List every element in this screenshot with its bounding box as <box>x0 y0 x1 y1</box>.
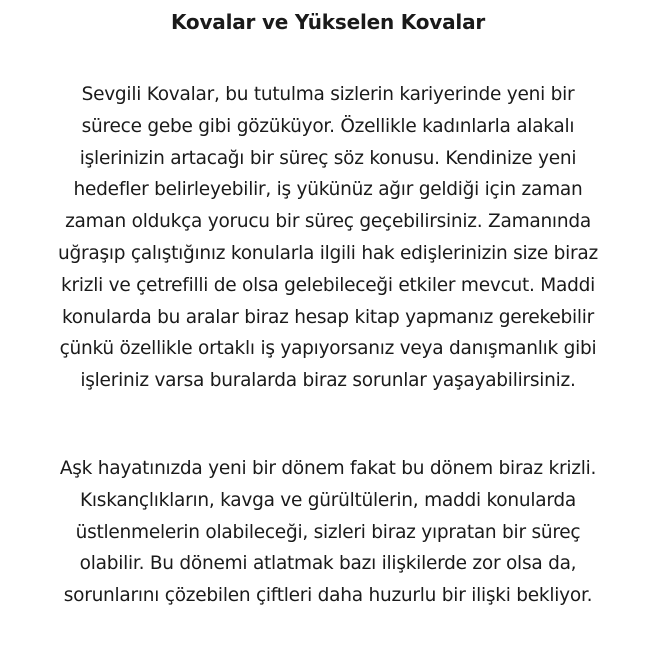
paragraph-line: sorunlarını çözebilen çiftleri daha huzurlu bir ilişki bekliyor. <box>63 585 593 607</box>
paragraph-line: Kıskançlıkların, kavga ve gürültülerin, maddi konularda <box>80 489 576 511</box>
paragraph-line: krizli ve çetrefilli de olsa gelebileceği etkiler mevcut. Maddi <box>61 274 595 296</box>
document-title: Kovalar ve Yükselen Kovalar <box>170 10 486 34</box>
paragraph-line: işleriniz varsa buralarda biraz sorunlar yaşayabilirsiniz. <box>80 370 576 392</box>
paragraph-line: uğraşıp çalıştığınız konularla ilgili hak edişlerinizin size biraz <box>58 242 598 264</box>
paragraph-line: işlerinizin artacağı bir süreç söz konusu. Kendinize yeni <box>79 147 577 169</box>
paragraph-line: hedefler belirleyebilir, iş yükünüz ağır geldiği için zaman <box>73 179 583 201</box>
paragraph-line: olabilir. Bu dönemi atlatmak bazı ilişkilerde zor olsa da, <box>79 553 577 575</box>
paragraph-line: çünkü özellikle ortaklı iş yapıyorsanız veya danışmanlık gibi <box>59 338 597 360</box>
love-paragraph <box>0 453 656 612</box>
paragraph-line: zaman oldukça yorucu bir süreç geçebilirsiniz. Zamanında <box>65 211 591 233</box>
paragraph-line: üstlenmelerin olabileceği, sizleri biraz yıpratan bir süreç <box>75 521 581 543</box>
career-paragraph <box>0 79 656 397</box>
paragraph-line: konularda bu aralar biraz hesap kitap yapmanız gerekebilir <box>61 306 595 328</box>
paragraph-line: sürece gebe gibi gözüküyor. Özellikle kadınlarla alakalı <box>81 115 575 137</box>
paragraph-line: Sevgili Kovalar, bu tutulma sizlerin kariyerinde yeni bir <box>81 84 575 105</box>
paragraph-line: Aşk hayatınızda yeni bir dönem fakat bu dönem biraz krizli. <box>59 458 597 479</box>
